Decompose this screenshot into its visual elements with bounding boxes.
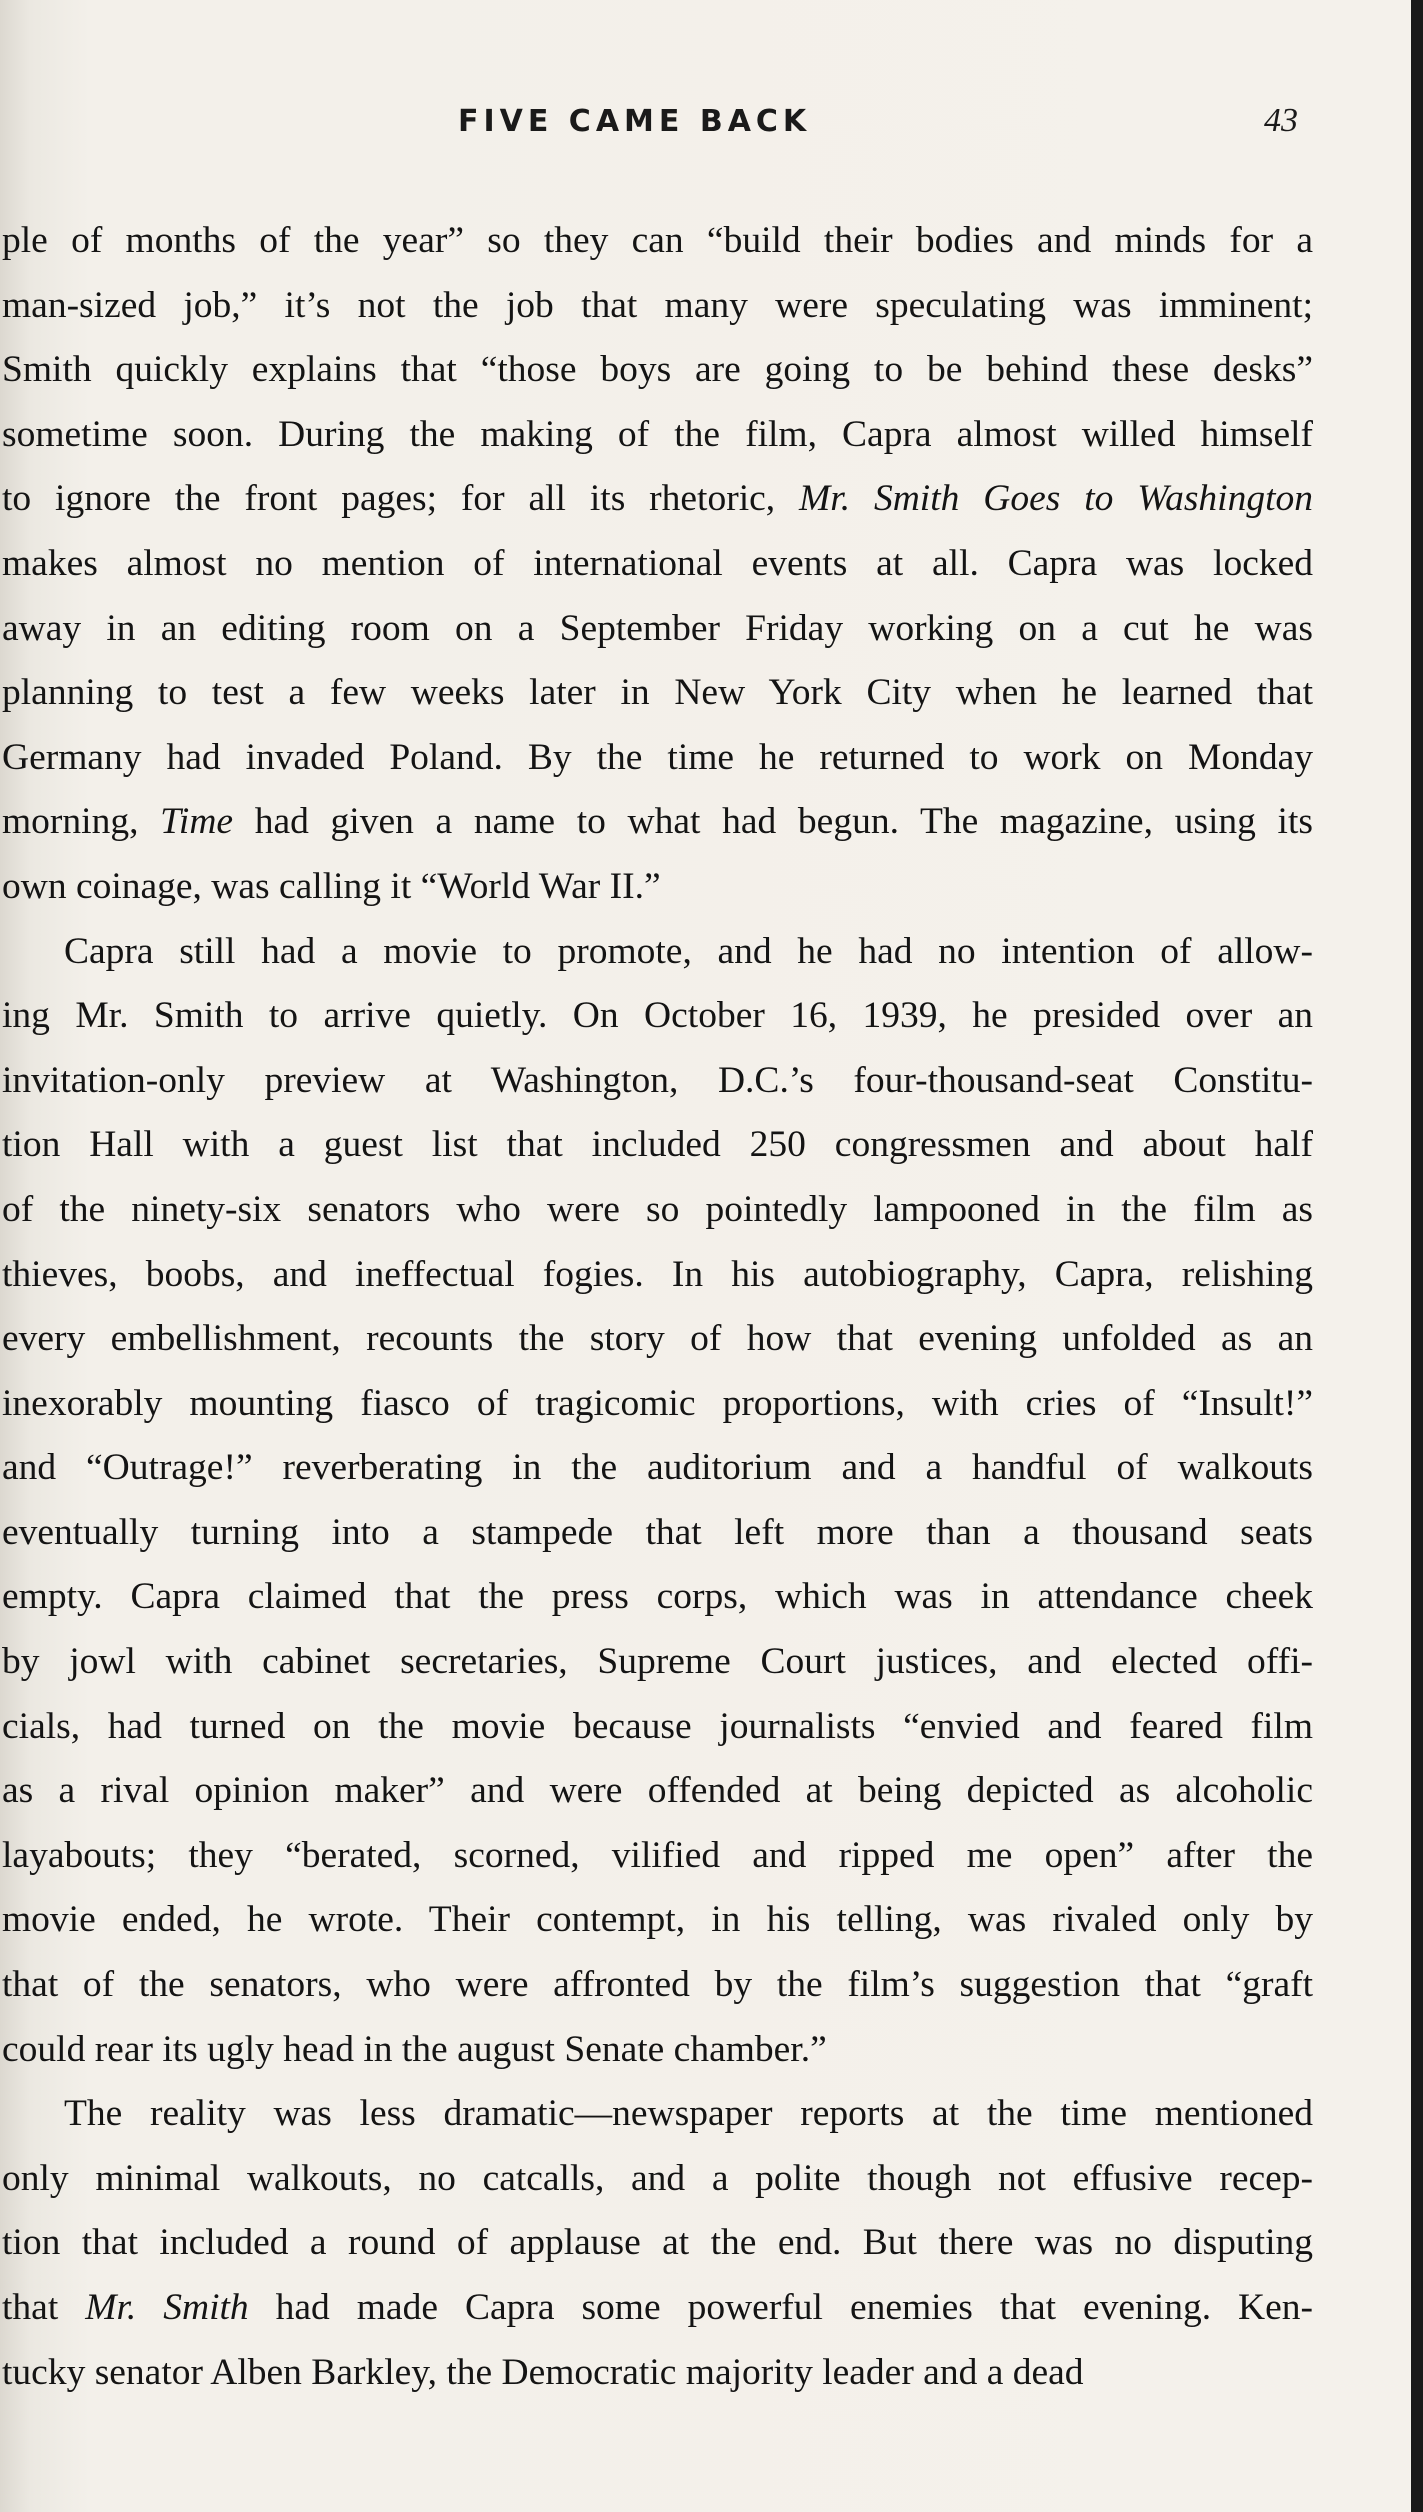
text-line: by jowl with cabinet secretaries, Supreme Court justices, and elected offi- [2,1641,1313,1683]
running-title: FIVE CAME BACK [458,104,812,139]
text-line: tion that included a round of applause at the end. But there was no disputing [2,2222,1313,2264]
paragraph [2,920,1313,2083]
body-text [2,209,1313,2405]
text-line: that Mr. Smith had made Capra some powerful enemies that evening. Ken- [2,2287,1314,2328]
text-line: Smith quickly explains that “those boys are going to be behind these desks” [2,349,1313,391]
text-line: inexorably mounting fiasco of tragicomic proportions, with cries of “Insult!” [2,1382,1313,1424]
text-line: ple of months of the year” so they can “build their bodies and minds for a [2,220,1313,261]
page-number: 43 [1264,102,1298,139]
text-line: only minimal walkouts, no catcalls, and a polite though not effusive recep- [2,2157,1313,2199]
running-head [0,104,1423,144]
text-line: own coinage, was calling it “World War II.” [2,865,661,907]
text-line: morning, Time had given a name to what had begun. The magazine, using its [2,801,1313,843]
text-line: cials, had turned on the movie because journalists “envied and feared film [2,1705,1313,1747]
paragraph [2,209,1313,920]
text-line: could rear its ugly head in the august Senate chamber.” [2,2028,827,2070]
text-line: layabouts; they “berated, scorned, vilified and ripped me open” after the [2,1834,1313,1876]
text-line: man-sized job,” it’s not the job that many were speculating was imminent; [2,284,1313,326]
text-line: empty. Capra claimed that the press corps, which was in attendance cheek [2,1576,1313,1618]
text-line: and “Outrage!” reverberating in the auditorium and a handful of walkouts [2,1447,1313,1489]
text-line: to ignore the front pages; for all its rhetoric, Mr. Smith Goes to Washington [2,478,1314,520]
text-line: invitation-only preview at Washington, D.C.’s four-thousand-seat Constitu- [2,1059,1313,1101]
text-line: ing Mr. Smith to arrive quietly. On October 16, 1939, he presided over an [2,995,1313,1037]
text-line: as a rival opinion maker” and were offended at being depicted as alcoholic [2,1770,1313,1812]
text-line: that of the senators, who were affronted by the film’s suggestion that “graft [2,1964,1313,2006]
text-line: every embellishment, recounts the story of how that evening unfolded as an [2,1318,1313,1360]
text-line: Germany had invaded Poland. By the time he returned to work on Monday [2,736,1313,778]
text-line: planning to test a few weeks later in New York City when he learned that [2,672,1313,714]
text-line: of the ninety-six senators who were so pointedly lampooned in the film as [2,1188,1313,1230]
text-line: makes almost no mention of international events at all. Capra was locked [2,542,1313,584]
text-line: movie ended, he wrote. Their contempt, in his telling, was rivaled only by [2,1899,1313,1941]
text-line: away in an editing room on a September Friday working on a cut he was [2,607,1313,649]
text-line: thieves, boobs, and ineffectual fogies. In his autobiography, Capra, relishing [2,1253,1313,1295]
text-line: sometime soon. During the making of the film, Capra almost willed himself [2,413,1313,455]
text-line: Capra still had a movie to promote, and he had no intention of allow- [64,930,1313,972]
text-line: tucky senator Alben Barkley, the Democratic majority leader and a dead [2,2351,1084,2393]
page-edge-shadow [1411,0,1423,2512]
text-line: eventually turning into a stampede that left more than a thousand seats [2,1511,1313,1553]
text-line: tion Hall with a guest list that included 250 congressmen and about half [2,1124,1313,1166]
text-line: The reality was less dramatic—newspaper reports at the time mentioned [64,2093,1313,2135]
paragraph [2,2082,1313,2405]
